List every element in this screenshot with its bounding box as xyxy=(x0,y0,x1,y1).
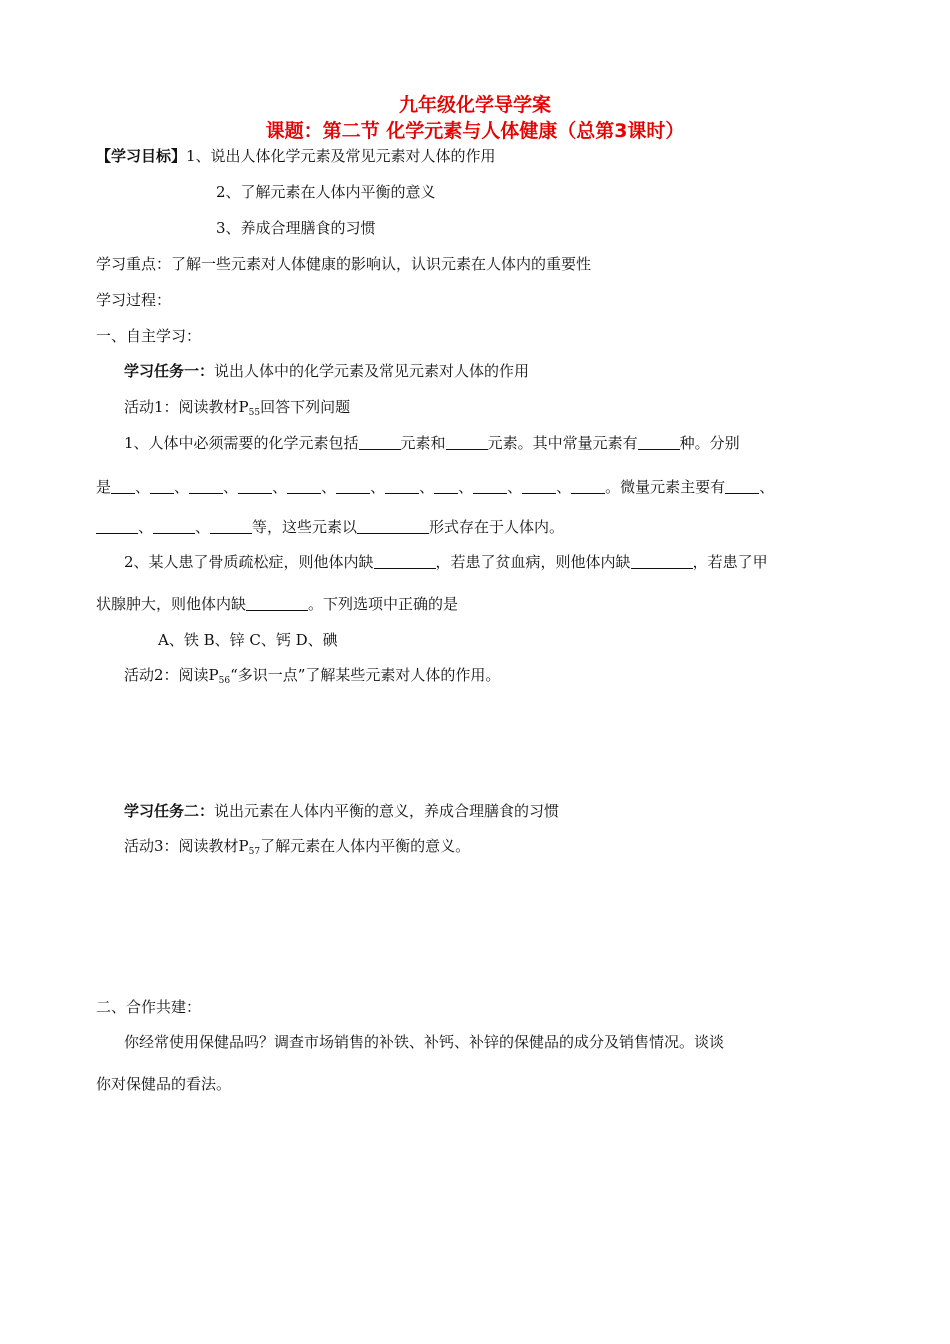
section-2-heading: 二、合作共建： xyxy=(96,998,202,1016)
separator: 、 xyxy=(759,478,775,496)
q2-text: 。下列选项中正确的是 xyxy=(308,595,459,613)
blank[interactable] xyxy=(189,478,223,494)
activity-2-page: 56 xyxy=(218,676,231,686)
page-title: 九年级化学导学案 xyxy=(398,94,551,116)
activity-3-page: 57 xyxy=(248,847,261,857)
learning-focus: 学习重点：了解一些元素对人体健康的影响认，认识元素在人体内的重要性 xyxy=(96,255,592,273)
activity-1 xyxy=(124,397,350,423)
separator: 、 xyxy=(195,518,211,536)
q2-text: ，若患了甲 xyxy=(692,553,768,571)
blank[interactable] xyxy=(473,478,507,494)
task-2 xyxy=(124,801,559,821)
separator: 、 xyxy=(174,478,190,496)
activity-2-text-2: “多识一点”了解某些元素对人体的作用。 xyxy=(230,666,501,684)
q1-text: 等，这些元素以 xyxy=(252,518,358,536)
learning-process: 学习过程： xyxy=(96,291,172,309)
blank[interactable] xyxy=(571,478,605,494)
blank[interactable] xyxy=(150,478,174,494)
question-2-line-1 xyxy=(124,552,768,572)
separator: 、 xyxy=(556,478,572,496)
q1-text: 。微量元素主要有 xyxy=(605,478,726,496)
q1-text: 1、人体中必须需要的化学元素包括 xyxy=(124,434,359,452)
blank[interactable] xyxy=(446,434,488,450)
answer-options: A、铁 B、锌 C、钙 D、碘 xyxy=(158,631,338,649)
blank[interactable] xyxy=(638,434,680,450)
q1-text: 是 xyxy=(96,478,112,496)
objectives-label: 【学习目标】 xyxy=(96,147,187,165)
activity-2 xyxy=(124,665,500,691)
blank[interactable] xyxy=(434,478,458,494)
activity-2-text: 活动2：阅读P xyxy=(124,666,219,684)
activity-1-page: 55 xyxy=(248,408,261,418)
blank[interactable] xyxy=(287,478,321,494)
separator: 、 xyxy=(419,478,435,496)
activity-1-text: 活动1：阅读教材P xyxy=(124,398,249,416)
task-1-text: 说出人体中的化学元素及常见元素对人体的作用 xyxy=(214,362,530,380)
q2-text: 2、某人患了骨质疏松症，则他体内缺 xyxy=(124,553,374,571)
blank[interactable] xyxy=(725,478,759,494)
section-2-line-2: 你对保健品的看法。 xyxy=(96,1075,232,1093)
blank[interactable] xyxy=(336,478,370,494)
question-1-line-1 xyxy=(124,433,740,453)
q1-text: 元素。其中常量元素有 xyxy=(487,434,638,452)
separator: 、 xyxy=(138,518,154,536)
question-1-line-2 xyxy=(96,477,774,497)
section-1-heading: 一、自主学习： xyxy=(96,327,202,345)
blank[interactable] xyxy=(357,518,429,534)
blank[interactable] xyxy=(522,478,556,494)
blank[interactable] xyxy=(246,595,308,611)
activity-3-text-2: 了解元素在人体内平衡的意义。 xyxy=(260,837,471,855)
question-2-line-2 xyxy=(96,594,458,614)
q2-text: 状腺肿大，则他体内缺 xyxy=(96,595,247,613)
activity-3 xyxy=(124,836,470,862)
blank[interactable] xyxy=(111,478,135,494)
blank[interactable] xyxy=(385,478,419,494)
objective-3: 3、养成合理膳食的习惯 xyxy=(216,219,376,237)
separator: 、 xyxy=(135,478,151,496)
separator: 、 xyxy=(321,478,337,496)
blank[interactable] xyxy=(374,553,436,569)
lesson-title: 课题：第二节 化学元素与人体健康（总第3课时） xyxy=(265,120,685,142)
blank[interactable] xyxy=(210,518,252,534)
separator: 、 xyxy=(272,478,288,496)
separator: 、 xyxy=(458,478,474,496)
q1-text: 种。分别 xyxy=(679,434,740,452)
task-2-text: 说出元素在人体内平衡的意义，养成合理膳食的习惯 xyxy=(214,802,560,820)
activity-3-text: 活动3：阅读教材P xyxy=(124,837,249,855)
activity-1-text-2: 回答下列问题 xyxy=(260,398,351,416)
q1-text: 形式存在于人体内。 xyxy=(429,518,565,536)
separator: 、 xyxy=(223,478,239,496)
task-1-label: 学习任务一： xyxy=(124,362,215,380)
task-1 xyxy=(124,361,529,381)
objectives-line-1 xyxy=(96,146,496,166)
question-1-line-3 xyxy=(96,517,564,537)
objective-1: 1、说出人体化学元素及常见元素对人体的作用 xyxy=(186,147,496,165)
blank[interactable] xyxy=(238,478,272,494)
task-2-label: 学习任务二： xyxy=(124,802,215,820)
blank[interactable] xyxy=(153,518,195,534)
q1-text: 元素和 xyxy=(400,434,446,452)
q2-text: ，若患了贫血病，则他体内缺 xyxy=(435,553,631,571)
separator: 、 xyxy=(507,478,523,496)
blank[interactable] xyxy=(359,434,401,450)
separator: 、 xyxy=(370,478,386,496)
blank[interactable] xyxy=(631,553,693,569)
blank[interactable] xyxy=(96,518,138,534)
section-2-line-1: 你经常使用保健品吗？调查市场销售的补铁、补钙、补锌的保健品的成分及销售情况。谈谈 xyxy=(124,1033,725,1051)
objective-2: 2、了解元素在人体内平衡的意义 xyxy=(216,183,436,201)
